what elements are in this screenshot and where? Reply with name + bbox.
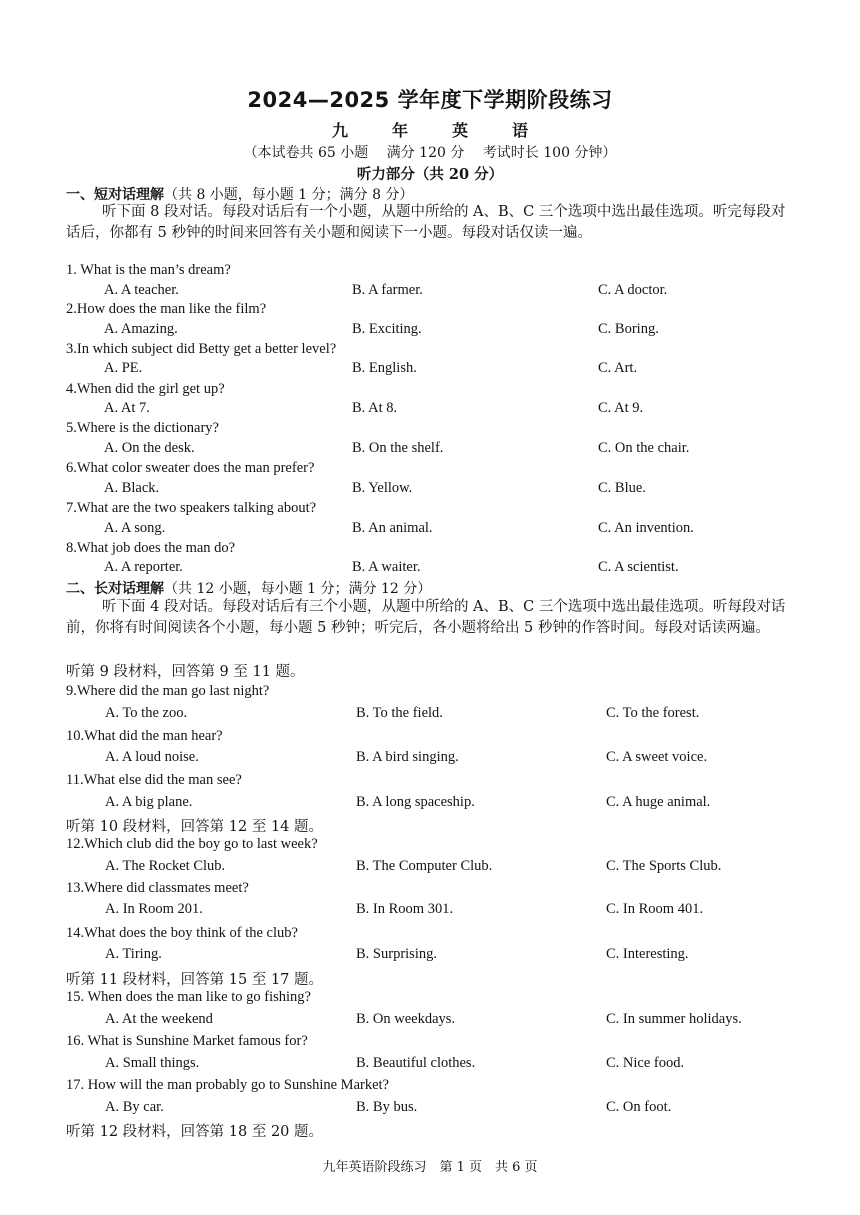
option-b: B. By bus. [356, 1099, 418, 1115]
section-2-title: 二、长对话理解 [66, 581, 164, 597]
option-b: B. On the shelf. [352, 440, 444, 456]
section-2-meta: （共 12 小题，每小题 1 分；满分 12 分） [164, 581, 432, 597]
option-c: C. Interesting. [606, 946, 689, 962]
subject-title [0, 118, 860, 141]
question-stem: 9.Where did the man go last night? [66, 683, 270, 699]
option-b: B. Yellow. [352, 480, 413, 496]
option-a: A. To the zoo. [105, 705, 188, 721]
option-b: B. Surprising. [356, 946, 437, 962]
material-note-12: 听第 12 段材料，回答第 18 至 20 题。 [66, 1124, 324, 1140]
exam-title: 2024—2025 学年度下学期阶段练习 [247, 88, 613, 112]
option-b: B. The Computer Club. [356, 858, 493, 874]
option-b: B. In Room 301. [356, 901, 454, 917]
option-c: C. At 9. [598, 400, 644, 416]
option-a: A. Black. [104, 480, 160, 496]
option-a: A. The Rocket Club. [105, 858, 226, 874]
question-stem: 3.In which subject did Betty get a better level? [66, 341, 337, 357]
exam-info: （本试卷共 65 小题 满分 120 分 考试时长 100 分钟） [243, 145, 617, 161]
option-c: C. On foot. [606, 1099, 672, 1115]
subject-char: 九 [331, 121, 348, 140]
material-note-9: 听第 9 段材料，回答第 9 至 11 题。 [66, 664, 305, 680]
option-a: A. A loud noise. [105, 749, 199, 765]
option-c: C. A scientist. [598, 559, 679, 575]
option-a: A. By car. [105, 1099, 164, 1115]
subject-char: 语 [512, 121, 529, 140]
option-b: B. Beautiful clothes. [356, 1055, 476, 1071]
question-stem: 1. What is the man’s dream? [66, 262, 231, 278]
question-stem: 11.What else did the man see? [66, 772, 242, 788]
option-a: A. At the weekend [105, 1011, 213, 1027]
option-c: C. The Sports Club. [606, 858, 722, 874]
option-c: C. On the chair. [598, 440, 690, 456]
option-c: C. A sweet voice. [606, 749, 708, 765]
question-stem: 4.When did the girl get up? [66, 381, 225, 397]
option-a: A. At 7. [104, 400, 150, 416]
option-a: A. Small things. [105, 1055, 200, 1071]
option-c: C. In summer holidays. [606, 1011, 742, 1027]
option-c: C. A doctor. [598, 282, 668, 298]
option-a: A. A big plane. [105, 794, 193, 810]
question-stem: 6.What color sweater does the man prefer? [66, 460, 315, 476]
question-stem: 16. What is Sunshine Market famous for? [66, 1033, 308, 1049]
page-footer: 九年英语阶段练习 第 1 页 共 6 页 [322, 1160, 538, 1175]
option-c: C. Blue. [598, 480, 646, 496]
question-stem: 15. When does the man like to go fishing? [66, 989, 311, 1005]
option-c: C. An invention. [598, 520, 694, 536]
option-b: B. A farmer. [352, 282, 423, 298]
part-heading: 听力部分（共 20 分） [356, 166, 504, 183]
option-b: B. A long spaceship. [356, 794, 475, 810]
material-note-11: 听第 11 段材料，回答第 15 至 17 题。 [66, 972, 324, 988]
option-a: A. PE. [104, 360, 143, 376]
section-2-instructions-text: 听下面 4 段对话。每段对话后有三个小题，从题中所给的 A、B、C 三个选项中选出最佳选项。听每段对话前，你将有时间阅读各个小题，每小题 5 秒钟；听完后，各小题将给出 5 秒钟的作答时间。每段对话读两遍。 [66, 599, 786, 636]
option-c: C. Nice food. [606, 1055, 685, 1071]
section-1-instructions [66, 202, 796, 243]
subject-char: 英 [452, 121, 469, 140]
option-a: A. A song. [104, 520, 166, 536]
section-2-heading [66, 578, 431, 598]
question-stem: 17. How will the man probably go to Sunshine Market? [66, 1077, 389, 1093]
option-b: B. A waiter. [352, 559, 421, 575]
option-c: C. To the forest. [606, 705, 700, 721]
material-note-10: 听第 10 段材料，回答第 12 至 14 题。 [66, 819, 324, 835]
section-1-meta: （共 8 小题，每小题 1 分；满分 8 分） [164, 187, 414, 203]
option-a: A. On the desk. [104, 440, 195, 456]
option-a: A. Amazing. [104, 321, 178, 337]
option-a: A. Tiring. [105, 946, 162, 962]
question-stem: 7.What are the two speakers talking about? [66, 500, 317, 516]
option-b: B. An animal. [352, 520, 433, 536]
section-2-instructions [66, 597, 796, 638]
section-1-title: 一、短对话理解 [66, 187, 164, 203]
section-1-instructions-text: 听下面 8 段对话。每段对话后有一个小题，从题中所给的 A、B、C 三个选项中选出最佳选项。听完每段对话后，你都有 5 秒钟的时间来回答有关小题和阅读下一小题。每段对话仅读一遍。 [66, 204, 786, 241]
question-stem: 13.Where did classmates meet? [66, 880, 249, 896]
option-b: B. A bird singing. [356, 749, 459, 765]
option-c: C. A huge animal. [606, 794, 711, 810]
question-stem: 10.What did the man hear? [66, 728, 223, 744]
question-stem: 2.How does the man like the film? [66, 301, 267, 317]
option-b: B. On weekdays. [356, 1011, 456, 1027]
option-a: A. A reporter. [104, 559, 183, 575]
option-b: B. At 8. [352, 400, 398, 416]
option-a: A. In Room 201. [105, 901, 203, 917]
question-stem: 14.What does the boy think of the club? [66, 925, 298, 941]
option-b: B. English. [352, 360, 417, 376]
subject-char: 年 [391, 121, 408, 140]
option-b: B. To the field. [356, 705, 443, 721]
option-c: C. Art. [598, 360, 638, 376]
option-b: B. Exciting. [352, 321, 422, 337]
section-1-heading [66, 184, 413, 204]
question-stem: 8.What job does the man do? [66, 540, 236, 556]
question-stem: 5.Where is the dictionary? [66, 420, 219, 436]
option-a: A. A teacher. [104, 282, 179, 298]
option-c: C. In Room 401. [606, 901, 704, 917]
question-stem: 12.Which club did the boy go to last week? [66, 836, 318, 852]
option-c: C. Boring. [598, 321, 659, 337]
